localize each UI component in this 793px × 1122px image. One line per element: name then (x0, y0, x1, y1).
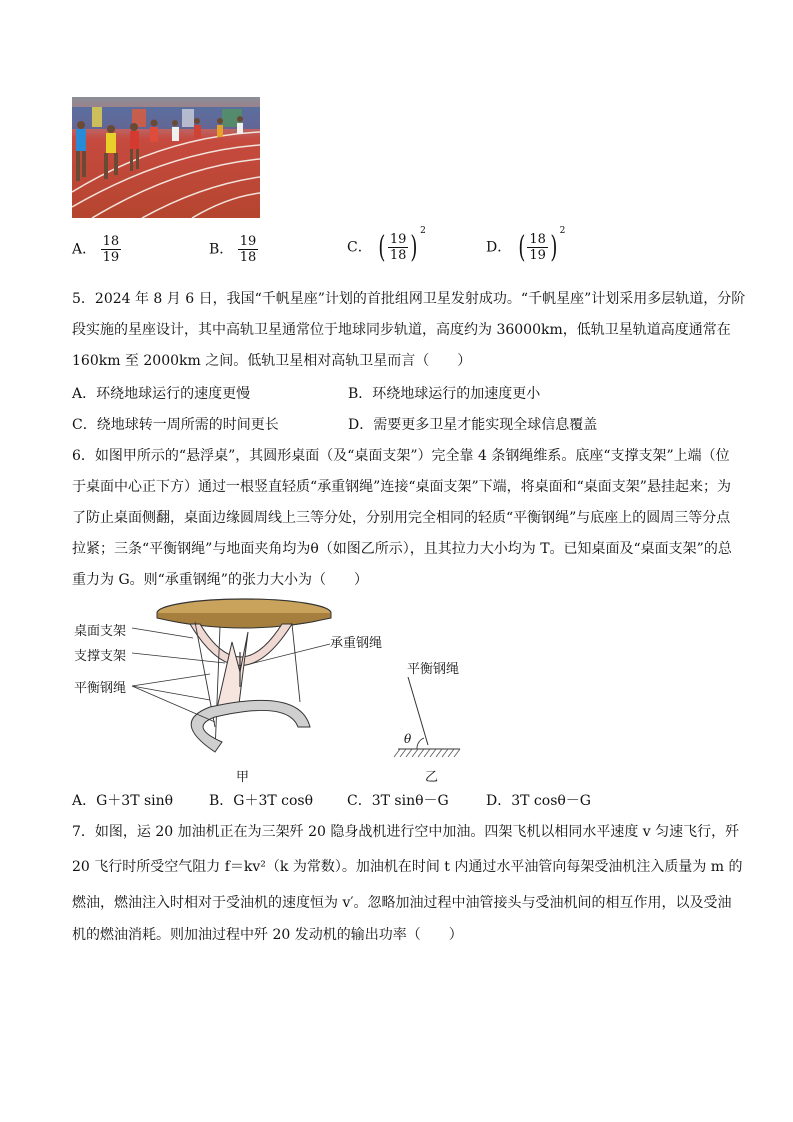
theta-symbol: θ (404, 732, 412, 746)
q4-option-b[interactable]: B． $\frac{19}{18}$ (209, 234, 257, 265)
q5-stem-line: 5．2024 年 8 月 6 日，我国“千帆星座”计划的首批组网卫星发射成功。“千帆星座”计划采用多层轨道，分阶 (72, 291, 746, 307)
q5-option-b[interactable]: B．环绕地球运行的加速度更小 (348, 386, 541, 402)
label-load-rope: 承重钢绳 (330, 636, 383, 651)
caption-figure-b: 乙 (425, 770, 439, 785)
q7-stem-line: 机的燃油消耗。则加油过程中歼 20 发动机的输出功率（ ） (72, 927, 463, 943)
label-support-frame: 支撑支架 (74, 649, 127, 664)
sprint-race-photo (72, 97, 260, 218)
q4-option-a[interactable]: A． $\frac{18}{19}$ (72, 234, 120, 265)
q5-option-d[interactable]: D．需要更多卫星才能实现全球信息覆盖 (348, 417, 598, 433)
q4-option-c[interactable]: C． ( $\frac{19}{18}$ ) $^2$ (347, 226, 426, 265)
q6-stem-line: 拉紧；三条“平衡钢绳”与地面夹角均为θ（如图乙所示），且其拉力大小均为 T。已知桌面及“桌面支架”的总 (72, 541, 732, 557)
q6-option-d[interactable]: D．3T cosθ－G (486, 793, 591, 809)
q6-option-a[interactable]: A．G＋3T sinθ (72, 793, 174, 809)
q7-stem-line: 7．如图，运 20 加油机正在为三架歼 20 隐身战机进行空中加油。四架飞机以相同水平速度 v 匀速飞行，歼 (72, 824, 740, 840)
q5-stem-line: 段实施的星座设计，其中高轨卫星通常位于地球同步轨道，高度约为 36000km，低轨卫星轨道高度通常在 (72, 322, 731, 338)
label-balance-rope: 平衡钢绳 (74, 681, 127, 696)
label-tabletop-frame: 桌面支架 (74, 624, 127, 639)
label-balance-rope-b: 平衡钢绳 (407, 662, 460, 677)
q6-stem-line: 于桌面中心正下方）通过一根竖直轻质“承重钢绳”连接“桌面支架”下端，将桌面和“桌面支架”悬挂起来；为 (72, 479, 731, 495)
q5-stem-line: 160km 至 2000km 之间。低轨卫星相对高轨卫星而言（ ） (72, 353, 472, 369)
q5-option-a[interactable]: A．环绕地球运行的速度更慢 (72, 386, 251, 402)
q5-option-c[interactable]: C．绕地球转一周所需的时间更长 (72, 417, 279, 433)
q7-stem-line: 20 飞行时所受空气阻力 f＝kv²（k 为常数）。加油机在时间 t 内通过水平油管向每架受油机注入质量为 m 的 (72, 859, 743, 875)
q6-option-c[interactable]: C．3T sinθ－G (347, 793, 449, 809)
q6-stem-line: 6．如图甲所示的“悬浮桌”，其圆形桌面（及“桌面支架”）完全靠 4 条钢绳维系。底座“支撑支架”上端（位 (72, 448, 730, 464)
caption-figure-a: 甲 (236, 770, 250, 785)
q6-option-b[interactable]: B．G＋3T cosθ (209, 793, 314, 809)
q4-option-d[interactable]: D． ( $\frac{18}{19}$ ) $^2$ (486, 226, 566, 265)
q6-stem-line: 了防止桌面侧翻，桌面边缘圆周线上三等分处，分别用完全相同的轻质“平衡钢绳”与底座上的圆周三等分点 (72, 510, 731, 526)
q6-stem-line: 重力为 G。则“承重钢绳”的张力大小为（ ） (72, 572, 368, 588)
q7-stem-line: 燃油，燃油注入时相对于受油机的速度恒为 v′。忽略加油过程中油管接头与受油机间的相互作用，以及受油 (72, 895, 732, 911)
